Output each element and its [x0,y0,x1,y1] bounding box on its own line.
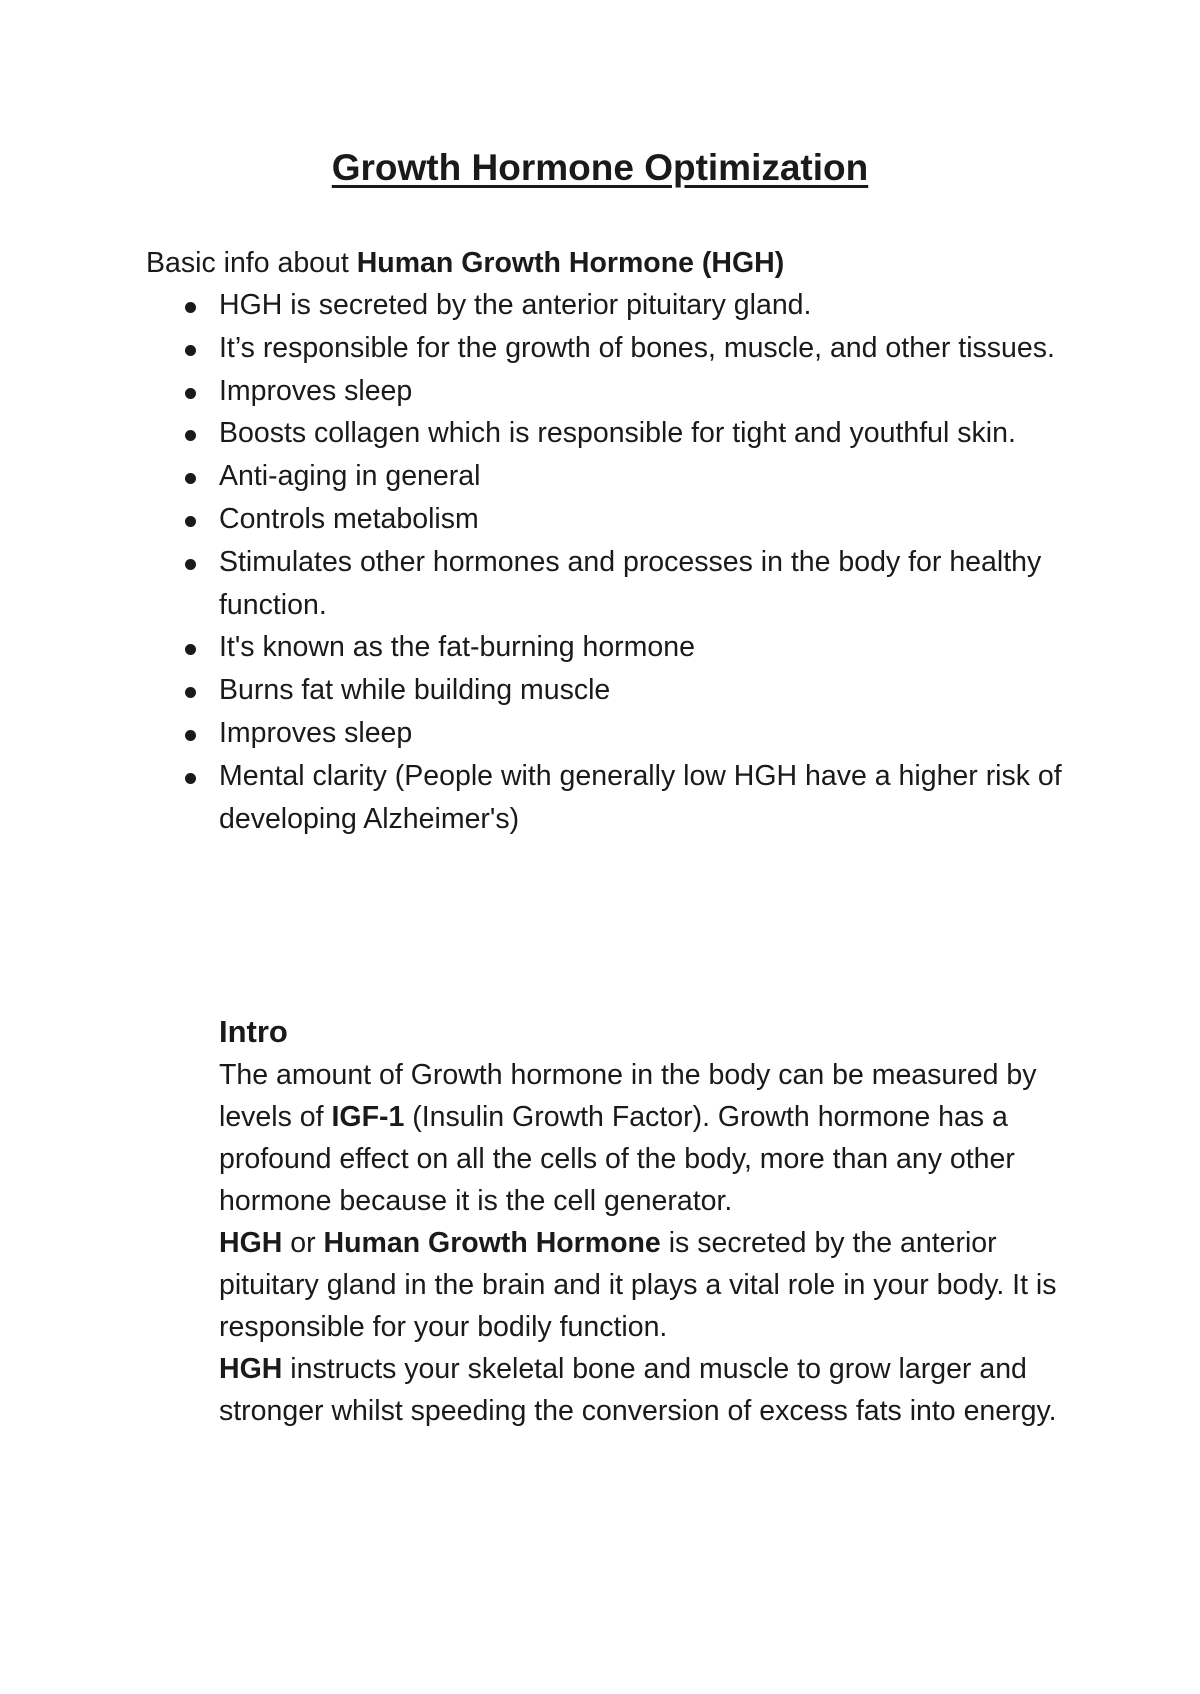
intro-p3-bold: HGH [219,1353,283,1385]
list-item-text: Burns fat while building muscle [219,674,611,707]
list-item [0,327,1200,370]
lead-bold: Human Growth Hormone (HGH) [356,247,785,279]
intro-p2-bold-1: HGH [219,1227,283,1259]
intro-p1-bold: IGF-1 [331,1101,405,1133]
intro-p2-bold-2: Human Growth Hormone [323,1227,661,1259]
intro-p2-text-a: or [282,1227,324,1259]
list-item-text: Boosts collagen which is responsible for tight and youthful skin. [219,417,1016,450]
list-item-text: Mental clarity (People with generally low HGH have a higher risk of developing Alzheimer's) [219,759,1062,835]
bullet-icon [185,345,196,356]
list-item [0,498,1200,541]
bullet-icon [185,559,196,570]
bullet-icon [185,302,196,313]
bullet-icon [185,730,196,741]
bullet-icon [185,516,196,527]
list-item [0,669,1200,712]
bullet-icon [185,430,196,441]
list-item-text: Stimulates other hormones and processes in the body for healthy function. [219,545,1042,621]
list-item [0,284,1200,327]
list-item-text: It’s responsible for the growth of bones, muscle, and other tissues. [219,331,1055,364]
lead-prefix: Basic info about [146,247,357,279]
lead-sentence [146,242,784,284]
intro-paragraph-1 [219,1054,1099,1222]
list-item [0,712,1200,755]
bullet-icon [185,388,196,399]
intro-heading: Intro [219,1014,288,1049]
intro-p2-text-b: is secreted by the anterior pituitary gland in the brain and it plays a vital role in your body. It is responsible for your bodily function. [219,1227,1057,1343]
list-item [0,755,1200,841]
list-item [0,626,1200,669]
list-item-text: Improves sleep [219,374,413,407]
facts-list [0,284,1200,840]
intro-p1-text-a: The amount of Growth hormone in the body can be measured by levels of [219,1059,1037,1133]
list-item-text: HGH is secreted by the anterior pituitary gland. [219,289,812,321]
intro-p3-text-a: instructs your skeletal bone and muscle to grow larger and stronger whilst speeding the conversion of excess fats into energy. [219,1353,1057,1427]
intro-paragraph-2 [219,1222,1099,1348]
bullet-icon [185,773,196,784]
intro-section [219,1010,1099,1432]
list-item [0,370,1200,413]
list-item [0,412,1200,455]
bullet-icon [185,644,196,655]
list-item-text: Anti-aging in general [219,460,481,493]
list-item-text: Controls metabolism [219,502,479,535]
intro-paragraph-3 [219,1348,1099,1432]
list-item-text: It's known as the fat-burning hormone [219,631,695,664]
list-item-text: Improves sleep [219,716,413,749]
bullet-icon [185,687,196,698]
intro-p1-text-b: (Insulin Growth Factor). Growth hormone has a profound effect on all the cells of the body, more than any other hormone because it is the cell generator. [219,1101,1015,1217]
document-title: Growth Hormone Optimization [331,147,869,188]
bullet-icon [185,473,196,484]
list-item [0,455,1200,498]
list-item [0,541,1200,627]
